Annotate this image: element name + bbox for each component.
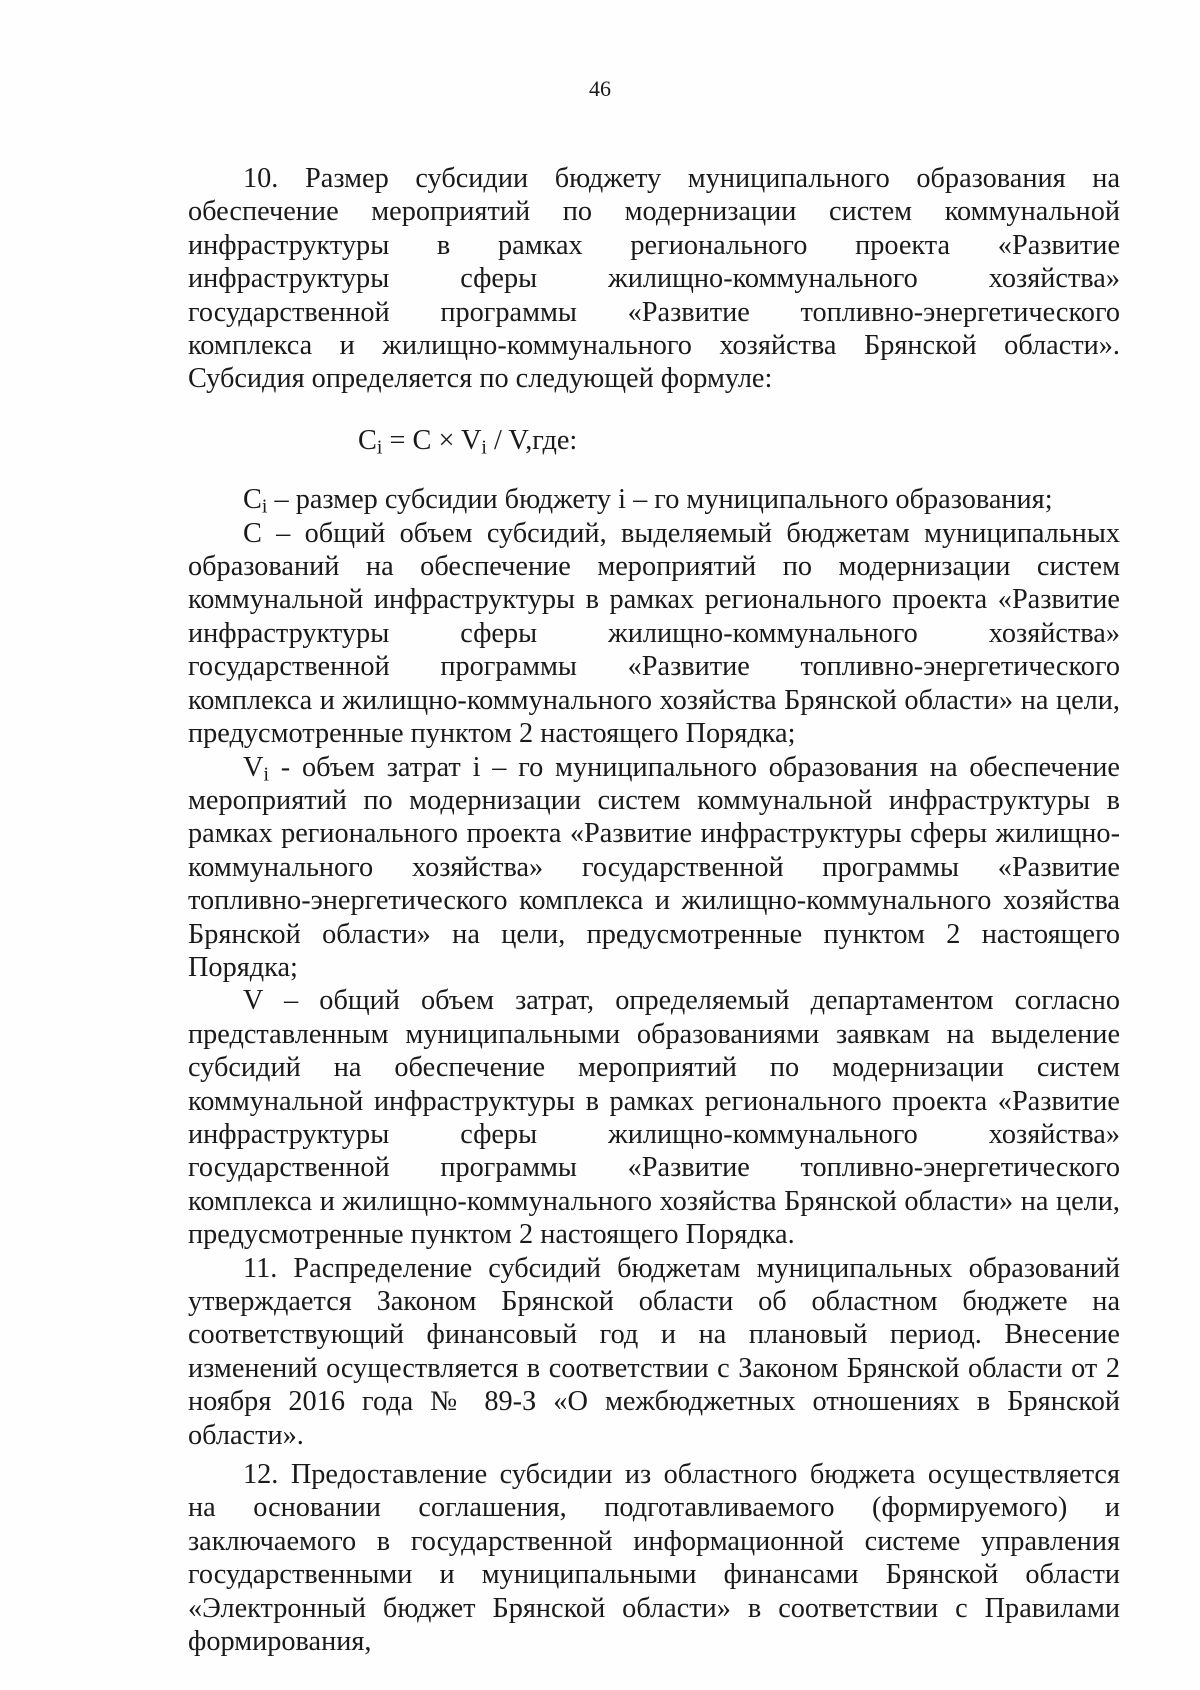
subsidy-formula [188,424,1120,457]
definition-ci [188,483,1120,516]
clause-12-number: 12. [243,1459,279,1491]
formula-middle: = C × V [382,424,482,456]
clause-12-text: Предоставление субсидии из областного бюджета осуществляется на основании соглашения, подготавливаемого (формируемого) и заключаемого в государственной информационной системе управления государственными и муниципальными финансами Брянской области «Электронный бюджет Брянской области» в соответствии с Правилами формирования, [188,1459,1121,1658]
formula-rhs: / V,где: [486,424,578,456]
definition-text: - объем затрат i – го муниципального образования на обеспечение мероприятий по модернизации систем коммунальной инфраструктуры в рамках регионального проекта «Развитие инфраструктуры сферы жилищно-коммунального хозяйства» государственной программы «Развитие топливно-энергетического комплекса и жилищно-коммунального хозяйства Брянской области» на цели, предусмотренные пунктом 2 настоящего Порядка; [188,751,1120,983]
symbol-subscript: i [263,762,269,785]
symbol-letter: V [243,985,263,1017]
clause-11-text: Распределение субсидий бюджетам муниципальных образований утверждается Законом Брянской области об областном бюджете на соответствующий финансовый год и на плановый период. Внесение изменений осуществляется в соответствии с Законом Брянской области от 2 ноября 2016 года № 89-З «О межбюджетных отношениях в Брянской области». [188,1252,1120,1451]
definition-symbol [243,752,269,783]
formula-lhs-sub: i [376,436,383,459]
clause-10-text: Размер субсидии бюджету муниципального образования на обеспечение мероприятий по модернизации систем коммунальной инфраструктуры в рамках регионального проекта «Развитие инфраструктуры сферы жилищно-коммунального хозяйства» государственной программы «Развитие топливно-энергетического комплекса и жилищно-коммунального хозяйства Брянской области». Субсидия определяется по следующей формуле: [188,163,1121,395]
definition-symbol [243,484,268,518]
formula-lhs: C [358,424,377,456]
clause-10-number: 10. [243,163,279,194]
definition-text: – общий объем затрат, определяемый департаментом согласно представленным муниципальными образованиями заявкам на выделение субсидий на обеспечение мероприятий по модернизации систем коммунальной инфраструктуры в рамках регионального проекта «Развитие инфраструктуры сферы жилищно-коммунального хозяйства» государственной программы «Развитие топливно-энергетического комплекса и жилищно-коммунального хозяйства Брянской области» на цели, предусмотренные пунктом 2 настоящего Порядка. [188,985,1120,1251]
definition-symbol [243,518,262,549]
clause-11-number: 11. [243,1252,278,1284]
definition-vi [188,751,1120,985]
symbol-letter: C [243,517,262,549]
clause-10 [188,162,1120,396]
clause-12 [188,1458,1120,1658]
definition-text: – общий объем субсидий, выделяемый бюджетам муниципальных образований на обеспечение мероприятий по модернизации систем коммунальной инфраструктуры в рамках регионального проекта «Развитие инфраструктуры сферы жилищно-коммунального хозяйства» государственной программы «Развитие топливно-энергетического комплекса и жилищно-коммунального хозяйства Брянской области» на цели, предусмотренные пунктом 2 настоящего Порядка; [188,517,1120,750]
formula-middle-sub: i [481,436,487,459]
document-body [188,162,1120,1658]
clause-11 [188,1252,1120,1452]
symbol-subscript: i [261,495,268,518]
symbol-letter: C [243,484,262,516]
symbol-letter: V [243,751,264,783]
definition-v [188,984,1120,1251]
definition-text: – размер субсидии бюджету i – го муниципального образования; [267,484,1053,516]
definition-c [188,517,1120,751]
page-number: 46 [589,76,611,101]
definition-symbol [243,985,263,1016]
